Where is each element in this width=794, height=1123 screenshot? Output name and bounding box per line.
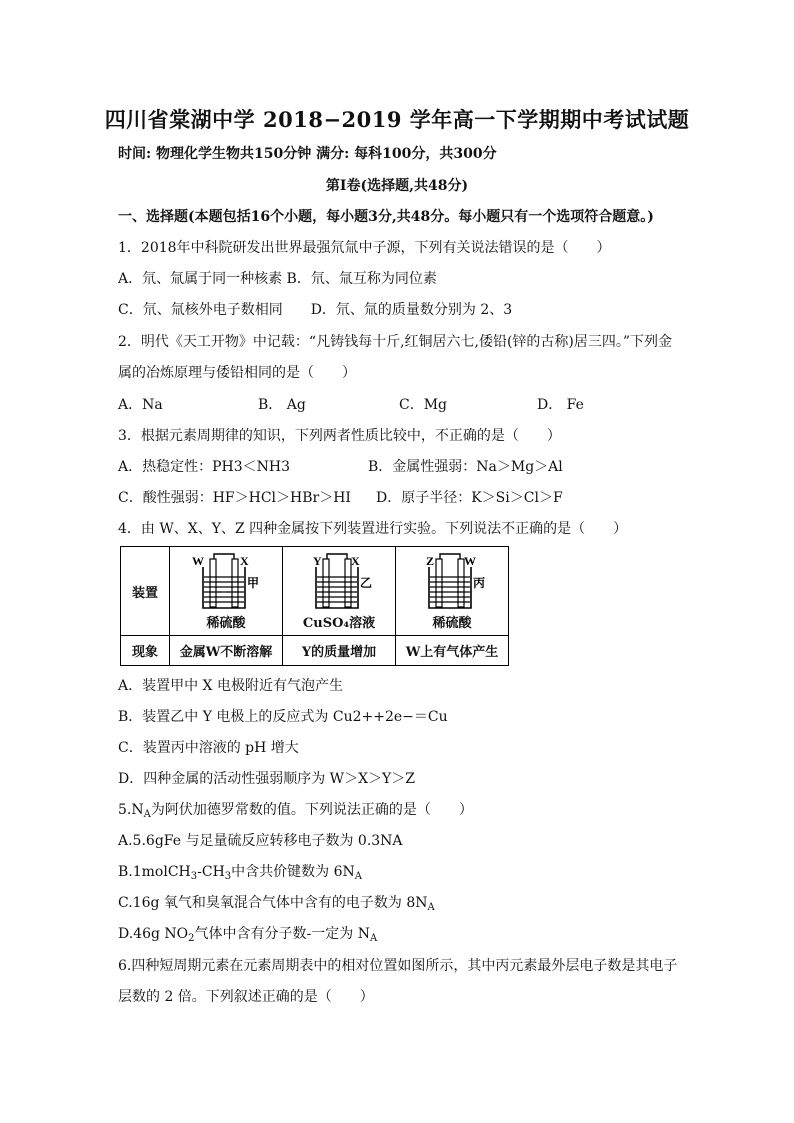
q2-options (118, 396, 584, 414)
q3-stem: 3．根据元素周期律的知识，下列两者性质比较中，不正确的是（ ） (118, 428, 561, 444)
q5-d-text: D.46g NO (118, 926, 189, 942)
solution-label: CuSO₄溶液 (302, 616, 376, 631)
q2-option-a: A．Na (118, 397, 163, 413)
exam-info: 时间: 物理化学生物共150分钟 满分: 每科100分，共300分 (118, 146, 497, 162)
subscript: 3 (224, 871, 232, 882)
section-heading: 一、选择题(本题包括16个小题，每小题3分,共48分。每小题只有一个选项符合题意。) (118, 209, 654, 225)
q5-b-text: -CH (197, 864, 225, 880)
q3-option-b: B．金属性强弱：Na＞Mg＞Al (368, 459, 563, 475)
beaker-jia-icon (186, 553, 266, 611)
table-header-phenomenon: 现象 (121, 636, 170, 666)
q5-option-d (118, 925, 377, 948)
phenomenon-cell: W上有气体产生 (396, 636, 509, 666)
q4-option-b: B．装置乙中 Y 电极上的反应式为 Cu2++2e−＝Cu (118, 709, 448, 725)
device-mark: 乙 (360, 576, 373, 590)
electrode-label: W (464, 554, 476, 568)
q6-stem-line1: 6.四种短周期元素在元素周期表中的相对位置如图所示，其中丙元素最外层电子数是其电子 (118, 958, 678, 974)
solution-label: 稀硫酸 (206, 616, 246, 631)
subscript: A (354, 871, 362, 882)
q4-stem: 4．由 W、X、Y、Z 四种金属按下列装置进行实验。下列说法不正确的是（ ） (118, 521, 628, 537)
q4-option-a: A．装置甲中 X 电极附近有气泡产生 (118, 678, 343, 694)
q4-option-d: D．四种金属的活动性强弱顺序为 W＞X＞Y＞Z (118, 771, 415, 787)
q5-c-text: C.16g 氧气和臭氧混合气体中含有的电子数为 8N (118, 895, 428, 911)
q4-option-c: C．装置丙中溶液的 pH 增大 (118, 740, 299, 756)
q5-stem-text: 为阿伏加德罗常数的值。下列说法正确的是（ ） (150, 802, 473, 818)
q5-option-c (118, 894, 435, 917)
phenomenon-cell: Y的质量增加 (283, 636, 396, 666)
q5-stem-text: 5.N (118, 802, 144, 818)
q1-options-ab: A．氘、氚属于同一种核素 B．氘、氚互称为同位素 (118, 271, 437, 287)
device-bing (396, 547, 509, 636)
device-jia (170, 547, 283, 636)
beaker-bing-icon (412, 553, 492, 611)
q5-d-text: 气体中含有分子数-一定为 N (194, 926, 370, 942)
subscript: A (427, 902, 435, 913)
device-mark: 丙 (473, 576, 486, 590)
subscript: A (143, 809, 151, 820)
q3-options-ab (118, 458, 563, 476)
q3-option-d: D．原子半径：K＞Si＞Cl＞F (376, 490, 563, 506)
q5-option-a: A.5.6gFe 与足量硫反应转移电子数为 0.3NA (118, 833, 403, 849)
electrode-label: Y (313, 554, 322, 568)
q1-options-cd: C．氘、氚核外电子数相同 D．氘、氚的质量数分别为 2、3 (118, 302, 513, 318)
beaker-yi-icon (299, 553, 379, 611)
exam-title: 四川省棠湖中学 2018−2019 学年高一下学期期中考试试题 (104, 107, 690, 132)
subscript: 3 (190, 871, 198, 882)
q5-stem (118, 801, 473, 824)
experiment-table (120, 546, 509, 666)
part-heading: 第Ⅰ卷(选择题,共48分) (325, 178, 469, 194)
q2-option-b: B． Ag (258, 397, 306, 413)
q1-stem: 1．2018年中科院研发出世界最强氘氚中子源，下列有关说法错误的是（ ） (118, 240, 611, 256)
electrode-label: X (240, 554, 249, 568)
q3-options-cd (118, 489, 563, 507)
subscript: 2 (188, 933, 195, 944)
q6-stem-line2: 层数的 2 倍。下列叙述正确的是（ ） (118, 989, 374, 1005)
device-mark: 甲 (247, 576, 260, 590)
q3-option-c: C．酸性强弱：HF＞HCl＞HBr＞HI (118, 490, 351, 506)
phenomenon-cell: 金属W不断溶解 (170, 636, 283, 666)
electrode-label: Z (426, 554, 435, 568)
device-yi (283, 547, 396, 636)
q2-stem-line1: 2．明代《天工开物》中记载：“凡铸钱每十斤,红铜居六七,倭铅(锌的古称)居三四。”下列金 (118, 334, 673, 350)
q2-option-c: C．Mg (399, 397, 448, 413)
q5-b-text: B.1molCH (118, 864, 191, 880)
subscript: A (369, 933, 378, 944)
table-header-device: 装置 (121, 547, 170, 636)
q3-option-a: A．热稳定性：PH3＜NH3 (118, 459, 291, 475)
solution-label: 稀硫酸 (432, 616, 472, 631)
q5-b-text: 中含共价键数为 6N (231, 864, 355, 880)
q2-option-d: D． Fe (537, 397, 584, 413)
q2-stem-line2: 属的冶炼原理与倭铅相同的是（ ） (118, 365, 356, 381)
q5-option-b (118, 863, 362, 886)
electrode-label: W (192, 554, 204, 568)
electrode-label: X (351, 554, 360, 568)
